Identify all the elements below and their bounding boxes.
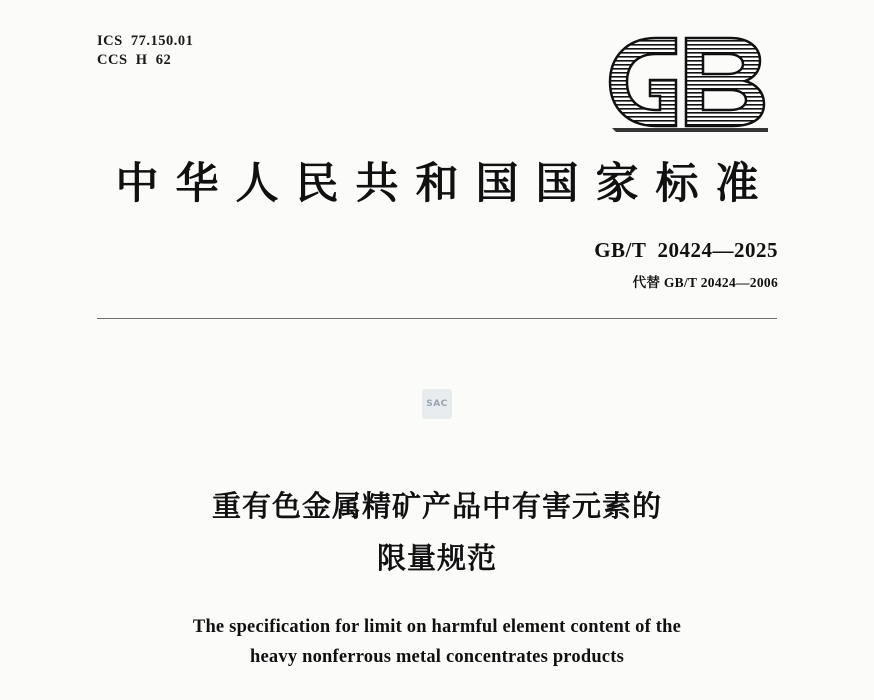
document-title-chinese	[110, 480, 764, 584]
national-standard-title: 中华人民共和国国家标准	[115, 159, 776, 209]
standard-number: GB/T 20424—2025	[594, 238, 778, 262]
document-title-english-line1: The specification for limit on harmful element content of the	[192, 617, 682, 637]
document-title-english	[110, 612, 764, 672]
replaces-standard: 代替 GB/T 20424—2006	[632, 275, 778, 290]
gb-emblem-icon	[598, 28, 778, 136]
standard-number-block	[594, 238, 778, 291]
document-title-english-line2: heavy nonferrous metal concentrates products	[250, 647, 624, 667]
header-divider	[97, 318, 777, 319]
classification-codes	[97, 32, 193, 70]
ccs-code: CCS H 62	[97, 52, 172, 68]
ics-code: ICS 77.150.01	[97, 33, 194, 49]
document-title-chinese-line1: 重有色金属精矿产品中有害元素的	[211, 489, 662, 523]
sac-logo-icon: SAC	[422, 389, 452, 419]
document-title-chinese-line2: 限量规范	[376, 541, 497, 575]
